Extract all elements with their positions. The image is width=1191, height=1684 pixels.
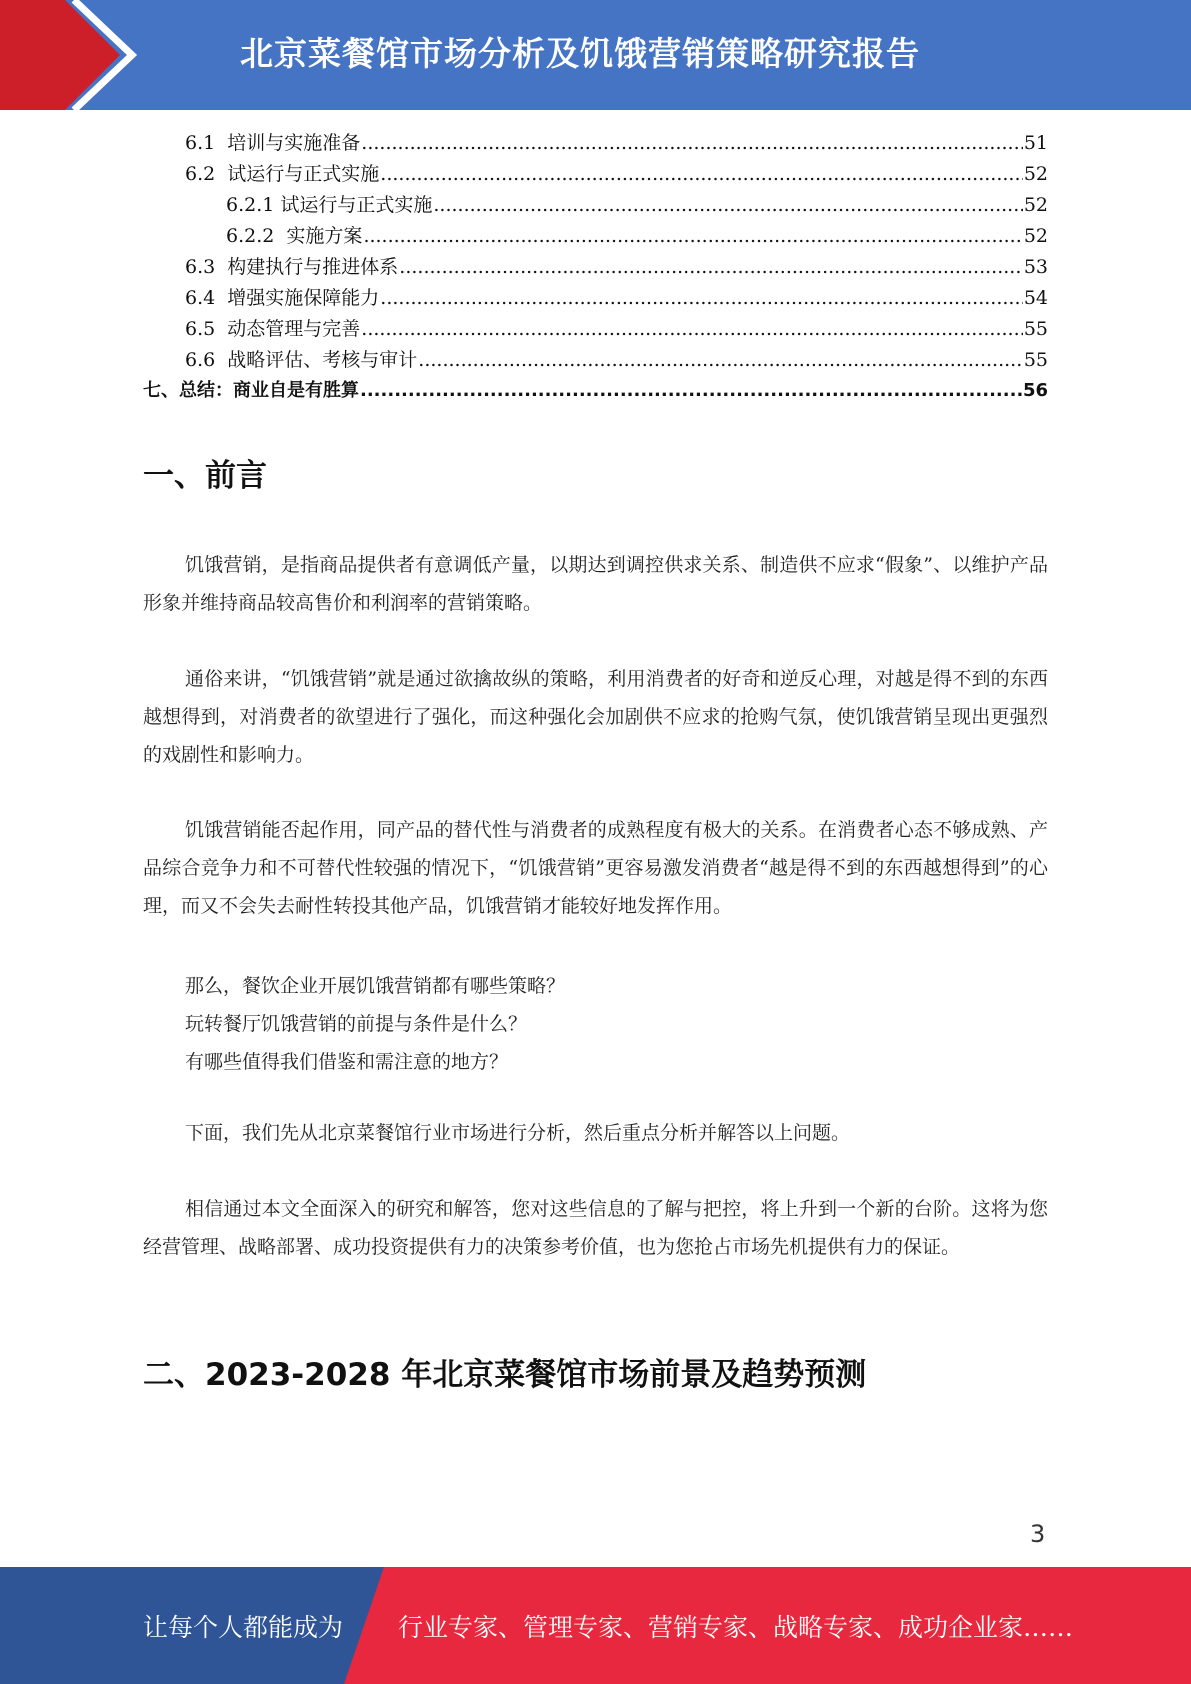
toc-entry[interactable] — [226, 190, 1048, 218]
section-heading: 二、2023-2028 年北京菜餐馆市场前景及趋势预测 — [143, 1357, 867, 1393]
header-title: 北京菜餐馆市场分析及饥饿营销策略研究报告 — [240, 34, 920, 73]
toc-entry-page: 55 — [1023, 318, 1048, 340]
toc-entry-page: 53 — [1023, 256, 1048, 278]
toc-leader — [433, 194, 1022, 216]
toc-entry[interactable] — [143, 376, 1048, 404]
toc-entry[interactable] — [185, 252, 1048, 280]
toc-entry-label: 6.2.2 实施方案 — [226, 225, 363, 247]
toc-entry-label: 6.2 试运行与正式实施 — [185, 163, 380, 185]
page-footer — [0, 1567, 1191, 1684]
toc-entry-page: 54 — [1023, 287, 1048, 309]
paragraph: 相信通过本文全面深入的研究和解答，您对这些信息的了解与把控，将上升到一个新的台阶。这将为您经营管理、战略部署、成功投资提供有力的决策参考价值，也为您抢占市场先机提供有力的保证。 — [143, 1198, 1048, 1258]
header-arrow-decoration — [0, 0, 200, 110]
paragraph: 下面，我们先从北京菜餐馆行业市场进行分析，然后重点分析并解答以上问题。 — [185, 1122, 851, 1144]
toc-entry[interactable] — [226, 221, 1048, 249]
toc-entry-label: 七、总结：商业自是有胜算 — [143, 380, 359, 401]
toc-entry-label: 6.3 构建执行与推进体系 — [185, 256, 399, 278]
toc-leader — [360, 380, 1022, 401]
toc-entry[interactable] — [185, 283, 1048, 311]
toc-entry[interactable] — [185, 159, 1048, 187]
footer-slogan-left: 让每个人都能成为 — [143, 1613, 344, 1642]
toc-entry-label: 6.2.1 试运行与正式实施 — [226, 194, 433, 216]
toc-leader — [418, 349, 1023, 371]
question-line: 有哪些值得我们借鉴和需注意的地方？ — [185, 1051, 509, 1073]
toc-entry-label: 6.1 培训与实施准备 — [185, 132, 361, 154]
paragraph: 通俗来讲，“饥饿营销”就是通过欲擒故纵的策略，利用消费者的好奇和逆反心理，对越是得不到的东西越想得到，对消费者的欲望进行了强化，而这种强化会加剧供不应求的抢购气氛，使饥饿营销呈现出更强烈的戏剧性和影响力。 — [143, 668, 1048, 766]
question-line: 那么，餐饮企业开展饥饿营销都有哪些策略？ — [185, 975, 566, 997]
toc-entry-label: 6.5 动态管理与完善 — [185, 318, 361, 340]
toc-entry-label: 6.6 战略评估、考核与审计 — [185, 349, 418, 371]
section-heading: 一、前言 — [143, 458, 267, 494]
toc-entry[interactable] — [185, 128, 1048, 156]
page-header — [0, 0, 1191, 110]
toc-entry[interactable] — [185, 314, 1048, 342]
footer-slogan-right: 行业专家、管理专家、营销专家、战略专家、成功企业家…… — [398, 1613, 1074, 1642]
toc-entry-page: 52 — [1023, 225, 1048, 247]
toc-leader — [361, 318, 1023, 340]
page-number: 3 — [1030, 1520, 1046, 1548]
toc-entry-page: 52 — [1023, 163, 1048, 185]
toc-entry-page: 55 — [1023, 349, 1048, 371]
toc-leader — [363, 225, 1022, 247]
toc-leader — [380, 287, 1023, 309]
toc-leader — [399, 256, 1023, 278]
paragraph: 饥饿营销能否起作用，同产品的替代性与消费者的成熟程度有极大的关系。在消费者心态不够成熟、产品综合竞争力和不可替代性较强的情况下，“饥饿营销”更容易激发消费者“越是得不到的东西越想得到”的心理，而又不会失去耐性转投其他产品，饥饿营销才能较好地发挥作用。 — [143, 819, 1048, 917]
toc-entry-page: 52 — [1023, 194, 1048, 216]
toc-entry-page: 56 — [1022, 380, 1048, 401]
paragraph: 饥饿营销，是指商品提供者有意调低产量，以期达到调控供求关系、制造供不应求“假象”、以维护产品形象并维持商品较高售价和利润率的营销策略。 — [143, 554, 1048, 614]
question-line: 玩转餐厅饥饿营销的前提与条件是什么？ — [185, 1013, 528, 1035]
toc-leader — [361, 132, 1023, 154]
toc-leader — [380, 163, 1023, 185]
toc-entry-page: 51 — [1023, 132, 1048, 154]
toc-entry[interactable] — [185, 345, 1048, 373]
toc-entry-label: 6.4 增强实施保障能力 — [185, 287, 380, 309]
